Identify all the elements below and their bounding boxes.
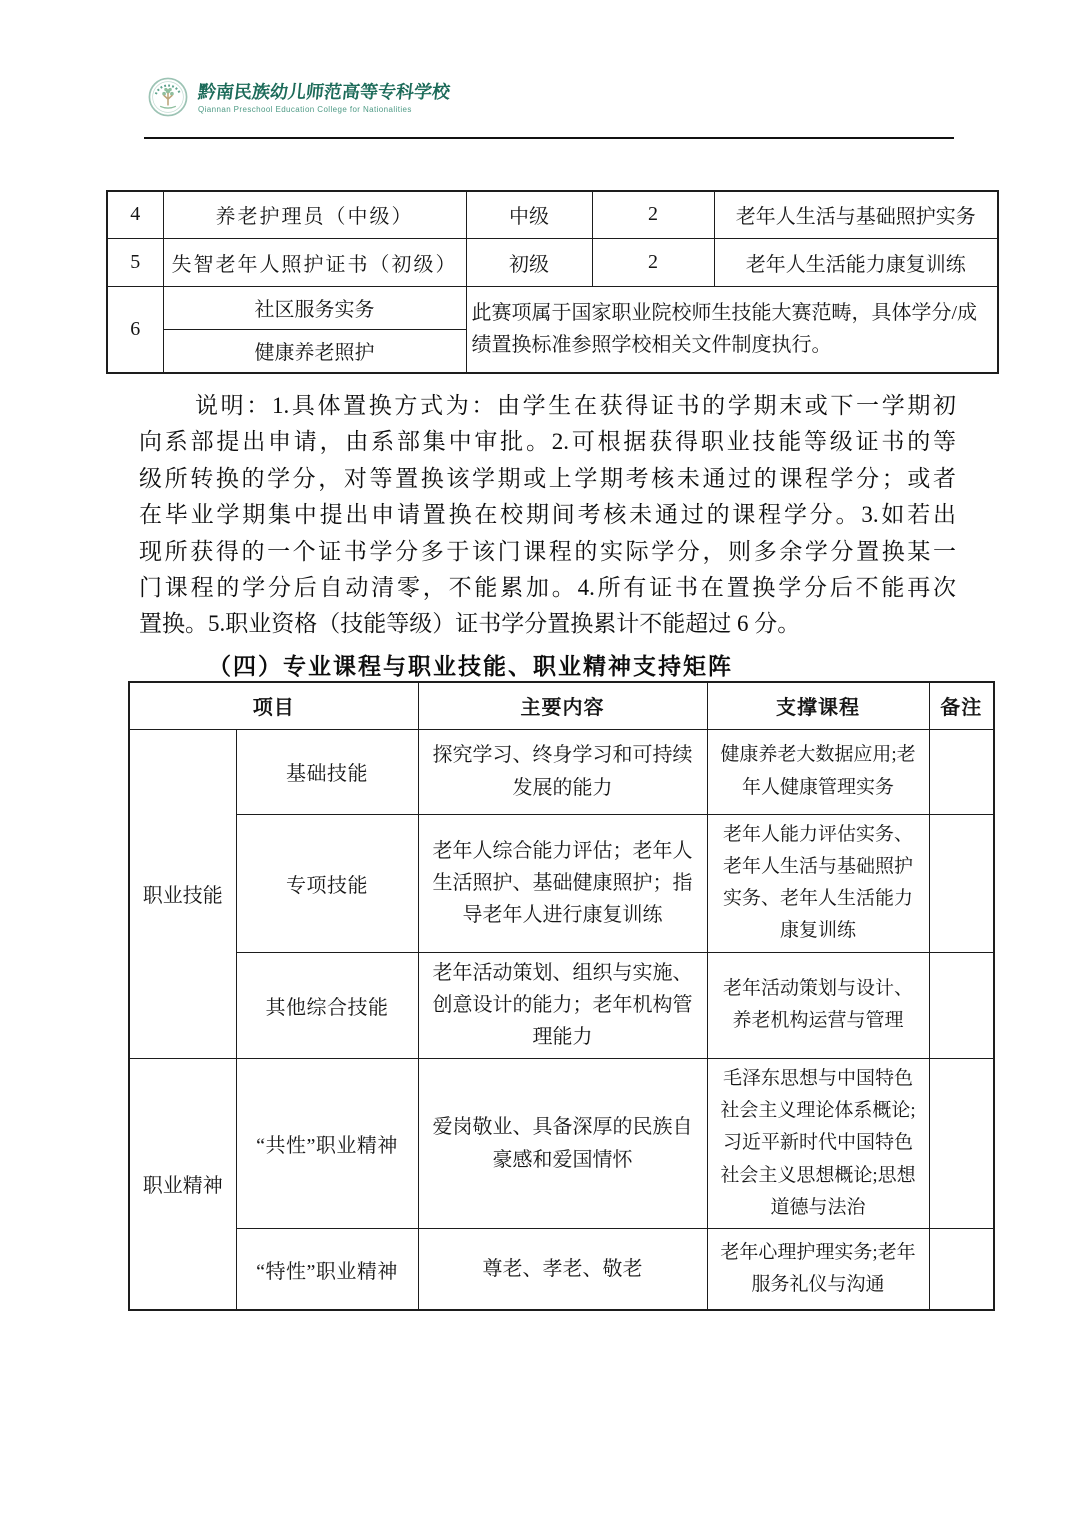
matrix-content: 老年活动策划、组织与实施、创意设计的能力；老年机构管理能力 [418, 952, 707, 1058]
matrix-remark [929, 1229, 994, 1310]
matrix-subcategory: “特性”职业精神 [236, 1229, 418, 1310]
matrix-row [129, 729, 994, 814]
matrix-remark [929, 729, 994, 814]
cell-cert-name: 失智老年人照护证书（初级） [163, 238, 466, 286]
matrix-row [129, 1229, 994, 1310]
cell-competition-note: 此赛项属于国家职业院校师生技能大赛范畴，具体学分/成绩置换标准参照学校相关文件制度执行。 [466, 286, 998, 373]
matrix-content: 探究学习、终身学习和可持续发展的能力 [418, 729, 707, 814]
matrix-courses: 毛泽东思想与中国特色社会主义理论体系概论;习近平新时代中国特色社会主义思想概论;思想道德与法治 [707, 1058, 929, 1228]
school-logo [148, 76, 450, 118]
note-line-2: 向系部提出申请，由系部集中审批。2.可根据获得职业技能等级证书的等 [139, 429, 956, 455]
note-line-7: 置换。5.职业资格（技能等级）证书学分置换累计不能超过 6 分。 [139, 611, 801, 637]
school-seal-icon [148, 76, 188, 118]
certificate-replacement-table [106, 190, 999, 374]
cell-cert-name: 健康养老照护 [163, 329, 466, 373]
cell-course: 老年人生活与基础照护实务 [714, 191, 998, 238]
cell-level: 中级 [466, 191, 592, 238]
cell-no: 4 [107, 191, 163, 238]
matrix-courses: 老年活动策划与设计、养老机构运营与管理 [707, 952, 929, 1058]
matrix-courses: 老年人能力评估实务、老年人生活与基础照护实务、老年人生活能力康复训练 [707, 814, 929, 952]
cell-course: 老年人生活能力康复训练 [714, 238, 998, 286]
cell-level: 初级 [466, 238, 592, 286]
cell-no: 6 [107, 286, 163, 373]
note-line-4: 在毕业学期集中提出申请置换在校期间考核未通过的课程学分。3.如若出 [139, 502, 956, 528]
cell-cert-name: 养老护理员（中级） [163, 191, 466, 238]
note-line-6: 门课程的学分后自动清零，不能累加。4.所有证书在置换学分后不能再次 [139, 574, 956, 600]
table-row [107, 286, 998, 329]
matrix-subcategory: 基础技能 [236, 729, 418, 814]
matrix-remark [929, 814, 994, 952]
support-matrix-table [128, 681, 995, 1311]
matrix-group-vocational-skills: 职业技能 [129, 729, 236, 1058]
matrix-content: 尊老、孝老、敬老 [418, 1229, 707, 1310]
matrix-remark [929, 952, 994, 1058]
matrix-row [129, 1058, 994, 1228]
cell-cert-name: 社区服务实务 [163, 286, 466, 329]
note-line-3: 级所转换的学分，对等置换该学期或上学期考核未通过的课程学分；或者 [139, 465, 956, 491]
matrix-content: 老年人综合能力评估；老年人生活照护、基础健康照护；指导老年人进行康复训练 [418, 814, 707, 952]
matrix-subcategory: 专项技能 [236, 814, 418, 952]
matrix-header-courses: 支撑课程 [707, 682, 929, 729]
matrix-header-row [129, 682, 994, 729]
matrix-header-content: 主要内容 [418, 682, 707, 729]
note-line-5: 现所获得的一个证书学分多于该门课程的实际学分，则多余学分置换某一 [139, 538, 956, 564]
matrix-header-item: 项目 [129, 682, 418, 729]
matrix-group-professional-spirit: 职业精神 [129, 1058, 236, 1309]
matrix-subcategory: 其他综合技能 [236, 952, 418, 1058]
matrix-row [129, 952, 994, 1058]
header-divider [144, 137, 954, 139]
school-brand-text [198, 76, 450, 114]
matrix-remark [929, 1058, 994, 1228]
school-name-en: Qiannan Preschool Education College for Nationalities [198, 105, 412, 114]
matrix-content: 爱岗敬业、具备深厚的民族自豪感和爱国情怀 [418, 1058, 707, 1228]
matrix-subcategory: “共性”职业精神 [236, 1058, 418, 1228]
matrix-courses: 健康养老大数据应用;老年人健康管理实务 [707, 729, 929, 814]
matrix-header-remark: 备注 [929, 682, 994, 729]
cell-credit: 2 [592, 191, 714, 238]
matrix-courses: 老年心理护理实务;老年服务礼仪与沟通 [707, 1229, 929, 1310]
cell-credit: 2 [592, 238, 714, 286]
section-heading: （四）专业课程与职业技能、职业精神支持矩阵 [208, 654, 733, 679]
school-name-zh: 黔南民族幼儿师范高等专科学校 [196, 82, 452, 102]
note-line-1: 说明：1.具体置换方式为：由学生在获得证书的学期末或下一学期初 [195, 393, 956, 418]
notes-paragraph [139, 388, 956, 643]
table-row [107, 191, 998, 238]
table-row [107, 238, 998, 286]
cell-no: 5 [107, 238, 163, 286]
matrix-row [129, 814, 994, 952]
